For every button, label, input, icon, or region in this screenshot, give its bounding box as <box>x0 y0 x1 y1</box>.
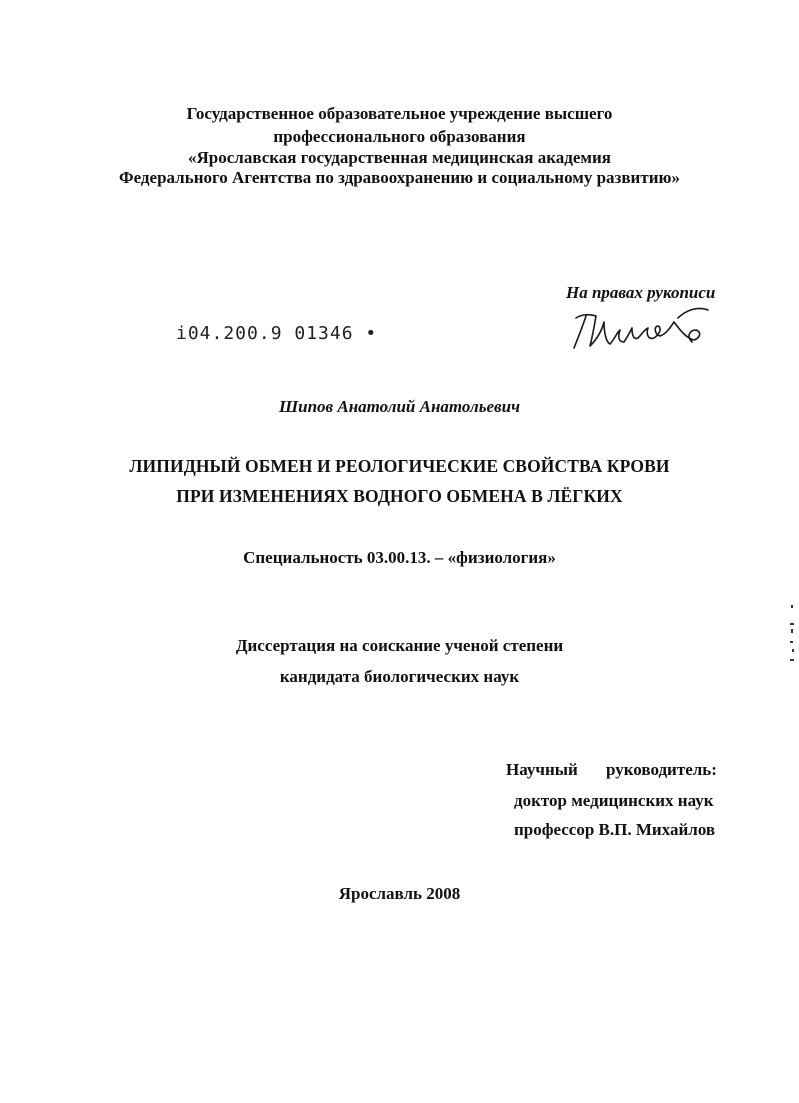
institution-line-4: Федерального Агентства по здравоохранению и социальному развитию» <box>119 168 680 187</box>
supervisor-degree: доктор медицинских наук <box>514 791 714 810</box>
signature-icon <box>568 300 718 361</box>
degree-line-1: Диссертация на соискание ученой степени <box>235 636 564 655</box>
city-year: Ярославль 2008 <box>338 884 461 903</box>
institution-line-2: профессионального образования <box>273 127 526 146</box>
margin-marks-icon <box>788 605 798 674</box>
institution-line-3: «Ярославская государственная медицинская академия <box>188 148 611 167</box>
rights-note: На правах рукописи <box>566 283 716 302</box>
supervisor-role: руководитель: <box>606 760 717 779</box>
author-name: Шипов Анатолий Анатольевич <box>279 397 520 416</box>
degree-line-2: кандидата биологических наук <box>279 667 520 686</box>
dissertation-title-line-2: ПРИ ИЗМЕНЕНИЯХ ВОДНОГО ОБМЕНА В ЛЁГКИХ <box>176 486 623 506</box>
supervisor-label: Научный <box>506 760 578 779</box>
supervisor-name: профессор В.П. Михайлов <box>514 820 716 839</box>
institution-line-1: Государственное образовательное учреждение высшего <box>186 104 613 123</box>
specialty: Специальность 03.00.13. – «физиология» <box>243 548 556 567</box>
dissertation-title-line-1: ЛИПИДНЫЙ ОБМЕН И РЕОЛОГИЧЕСКИЕ СВОЙСТВА КРОВИ <box>129 456 670 476</box>
inventory-number: i04.200.9 01346 • <box>176 323 378 344</box>
